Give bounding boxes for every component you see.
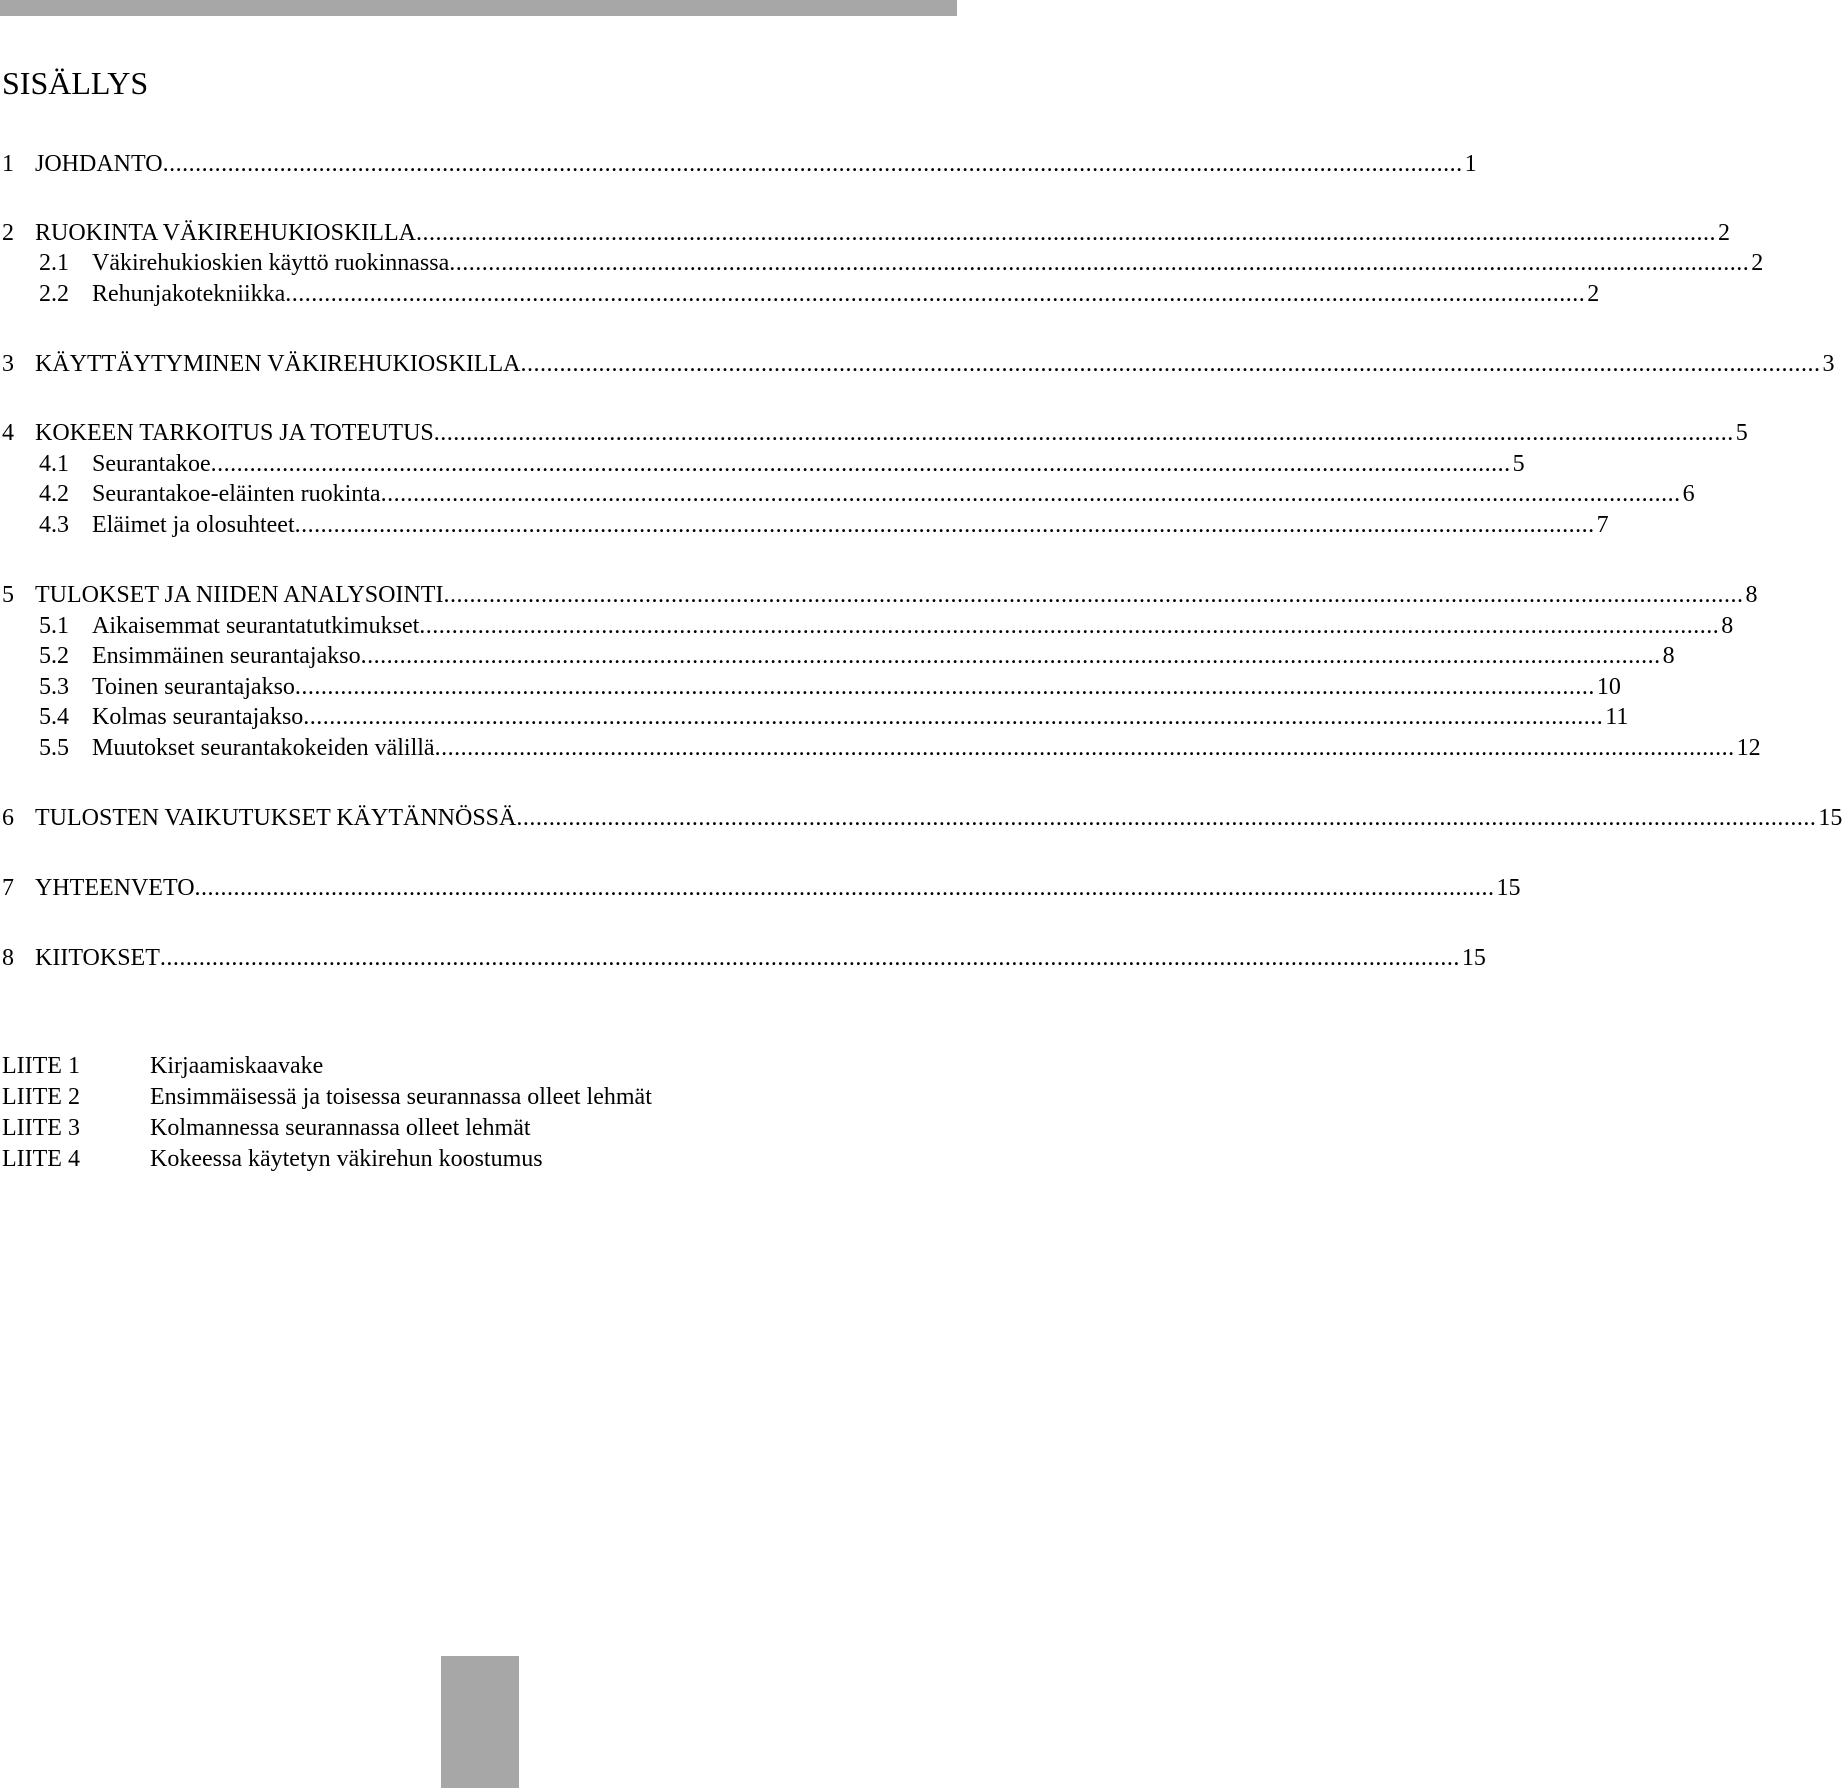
toc-entry-page: 6 <box>1682 481 1695 507</box>
toc-leader-dots: ........................................................................................................................................................................................................ <box>434 735 1735 761</box>
toc-entry-page: 15 <box>1496 875 1521 901</box>
appendix-label: LIITE 3 <box>2 1115 80 1141</box>
toc-entry[interactable] <box>0 479 1695 509</box>
toc-entry-line <box>92 672 1621 702</box>
toc-entry-title: Aikaisemmat seurantatutkimukset <box>92 613 420 639</box>
toc-entry-page: 11 <box>1605 704 1629 730</box>
toc-entry-line <box>92 611 1734 641</box>
page-title: SISÄLLYS <box>2 65 149 101</box>
toc-entry[interactable] <box>0 733 1761 763</box>
toc-entry-line <box>92 702 1629 732</box>
appendix-item <box>0 1051 960 1081</box>
toc-entry-page: 10 <box>1596 674 1621 700</box>
toc-entry[interactable] <box>0 349 1835 379</box>
toc-leader-dots: ........................................................................................................................................................................................................ <box>210 451 1511 477</box>
toc-entry[interactable] <box>0 248 1764 278</box>
toc-entry-title: Toinen seurantajakso <box>92 674 295 700</box>
toc-entry-page: 3 <box>1822 351 1835 377</box>
toc-entry[interactable] <box>0 510 1609 540</box>
toc-entry-line <box>35 873 1521 903</box>
toc-entry[interactable] <box>0 418 1748 448</box>
toc-entry-page: 7 <box>1596 512 1609 538</box>
appendix-item <box>0 1113 960 1143</box>
toc-entry-title: YHTEENVETO <box>35 875 195 901</box>
toc-entry-page: 2 <box>1751 250 1764 276</box>
toc-entry-number: 2.1 <box>39 250 69 276</box>
toc-entry-line <box>92 479 1695 509</box>
toc-entry-title: KOKEEN TARKOITUS JA TOTEUTUS <box>35 420 434 446</box>
appendix-label: LIITE 2 <box>2 1084 80 1110</box>
toc-entry[interactable] <box>0 672 1621 702</box>
toc-entry-number: 2 <box>2 220 14 246</box>
toc-entry[interactable] <box>0 449 1525 479</box>
toc-entry-title: Muutokset seurantakokeiden välillä <box>92 735 435 761</box>
toc-entry-title: KIITOKSET <box>35 945 160 971</box>
toc-entry-page: 15 <box>1818 805 1842 831</box>
toc-entry-page: 15 <box>1461 945 1486 971</box>
toc-entry-line <box>35 803 1842 833</box>
toc-leader-dots: ........................................................................................................................................................................................................ <box>443 582 1744 608</box>
toc-entry-page: 2 <box>1717 220 1730 246</box>
toc-entry-number: 5.4 <box>39 704 69 730</box>
toc-entry-title: Seurantakoe-eläinten ruokinta <box>92 481 381 507</box>
toc-entry-page: 8 <box>1745 582 1758 608</box>
toc-entry-title: Seurantakoe <box>92 451 211 477</box>
toc-entry-line <box>35 418 1748 448</box>
toc-entry-title: JOHDANTO <box>35 151 163 177</box>
toc-entry-page: 5 <box>1512 451 1525 477</box>
toc-entry-page: 5 <box>1735 420 1748 446</box>
toc-entry-line <box>92 248 1764 278</box>
toc-leader-dots: ........................................................................................................................................................................................................ <box>380 481 1681 507</box>
toc-entry-number: 4.3 <box>39 512 69 538</box>
toc-entry-title: Ensimmäinen seurantajakso <box>92 643 361 669</box>
toc-entry-number: 2.2 <box>39 281 69 307</box>
toc-entry-title: Eläimet ja olosuhteet <box>92 512 295 538</box>
toc-leader-dots: ........................................................................................................................................................................................................ <box>285 281 1586 307</box>
toc-entry-page: 8 <box>1721 613 1734 639</box>
toc-entry-page: 8 <box>1662 643 1675 669</box>
toc-entry[interactable] <box>0 279 1600 309</box>
toc-entry-line <box>92 641 1675 671</box>
toc-leader-dots: ........................................................................................................................................................................................................ <box>159 945 1460 971</box>
toc-entry-line <box>35 218 1730 248</box>
toc-leader-dots: ........................................................................................................................................................................................................ <box>516 805 1817 831</box>
toc-entry-page: 2 <box>1587 281 1600 307</box>
toc-entry-title: Rehunjakotekniikka <box>92 281 286 307</box>
toc-leader-dots: ........................................................................................................................................................................................................ <box>294 512 1595 538</box>
toc-entry-number: 5.3 <box>39 674 69 700</box>
toc-entry[interactable] <box>0 611 1734 641</box>
toc-entry[interactable] <box>0 149 1477 179</box>
toc-entry-title: TULOKSET JA NIIDEN ANALYSOINTI <box>35 582 444 608</box>
toc-entry-line <box>92 510 1609 540</box>
toc-entry-number: 1 <box>2 151 14 177</box>
appendix-label: LIITE 4 <box>2 1146 80 1172</box>
toc-entry-line <box>92 733 1761 763</box>
toc-entry-number: 4.1 <box>39 451 69 477</box>
toc-entry-line <box>92 279 1600 309</box>
toc-entry-title: RUOKINTA VÄKIREHUKIOSKILLA <box>35 220 416 246</box>
toc-entry-title: Kolmas seurantajakso <box>92 704 304 730</box>
toc-entry-number: 8 <box>2 945 14 971</box>
toc-entry[interactable] <box>0 580 1758 610</box>
toc-entry-number: 5.1 <box>39 613 69 639</box>
toc-leader-dots: ........................................................................................................................................................................................................ <box>303 704 1604 730</box>
appendix-title: Kirjaamiskaavake <box>150 1053 324 1079</box>
toc-entry-line <box>35 149 1477 179</box>
toc-entry-number: 5.2 <box>39 643 69 669</box>
toc-leader-dots: ........................................................................................................................................................................................................ <box>162 151 1463 177</box>
appendix-title: Kokeessa käytetyn väkirehun koostumus <box>150 1146 543 1172</box>
appendix-title: Kolmannessa seurannassa olleet lehmät <box>150 1115 531 1141</box>
toc-entry-line <box>92 449 1525 479</box>
toc-leader-dots: ........................................................................................................................................................................................................ <box>449 250 1750 276</box>
toc-entry-number: 7 <box>2 875 14 901</box>
page-number-box <box>441 1656 519 1788</box>
toc-entry-number: 4 <box>2 420 14 446</box>
toc-leader-dots: ........................................................................................................................................................................................................ <box>419 613 1720 639</box>
toc-entry-title: Väkirehukioskien käyttö ruokinnassa <box>92 250 450 276</box>
toc-entry-title: KÄYTTÄYTYMINEN VÄKIREHUKIOSKILLA <box>35 351 521 377</box>
toc-entry-number: 5 <box>2 582 14 608</box>
appendix-title: Ensimmäisessä ja toisessa seurannassa olleet lehmät <box>150 1084 652 1110</box>
appendix-item <box>0 1144 960 1174</box>
toc-leader-dots: ........................................................................................................................................................................................................ <box>433 420 1734 446</box>
toc-entry-number: 4.2 <box>39 481 69 507</box>
toc-leader-dots: ........................................................................................................................................................................................................ <box>360 643 1661 669</box>
toc-entry[interactable] <box>0 702 1629 732</box>
toc-leader-dots: ........................................................................................................................................................................................................ <box>294 674 1595 700</box>
appendix-item <box>0 1082 960 1112</box>
toc-leader-dots: ........................................................................................................................................................................................................ <box>194 875 1495 901</box>
toc-entry-line <box>35 349 1835 379</box>
toc-entry-number: 3 <box>2 351 14 377</box>
toc-entry-line <box>35 943 1486 973</box>
toc-leader-dots: ........................................................................................................................................................................................................ <box>520 351 1821 377</box>
toc-entry[interactable] <box>0 218 1730 248</box>
toc-entry[interactable] <box>0 641 1675 671</box>
appendix-label: LIITE 1 <box>2 1053 80 1079</box>
toc-entry-number: 6 <box>2 805 14 831</box>
toc-entry-title: TULOSTEN VAIKUTUKSET KÄYTÄNNÖSSÄ <box>35 805 517 831</box>
toc-entry[interactable] <box>0 873 1521 903</box>
toc-entry[interactable] <box>0 803 1842 833</box>
toc-entry-line <box>35 580 1758 610</box>
toc-entry[interactable] <box>0 943 1486 973</box>
toc-entry-number: 5.5 <box>39 735 69 761</box>
toc-entry-page: 12 <box>1736 735 1761 761</box>
toc-entry-page: 1 <box>1464 151 1477 177</box>
toc-leader-dots: ........................................................................................................................................................................................................ <box>415 220 1716 246</box>
